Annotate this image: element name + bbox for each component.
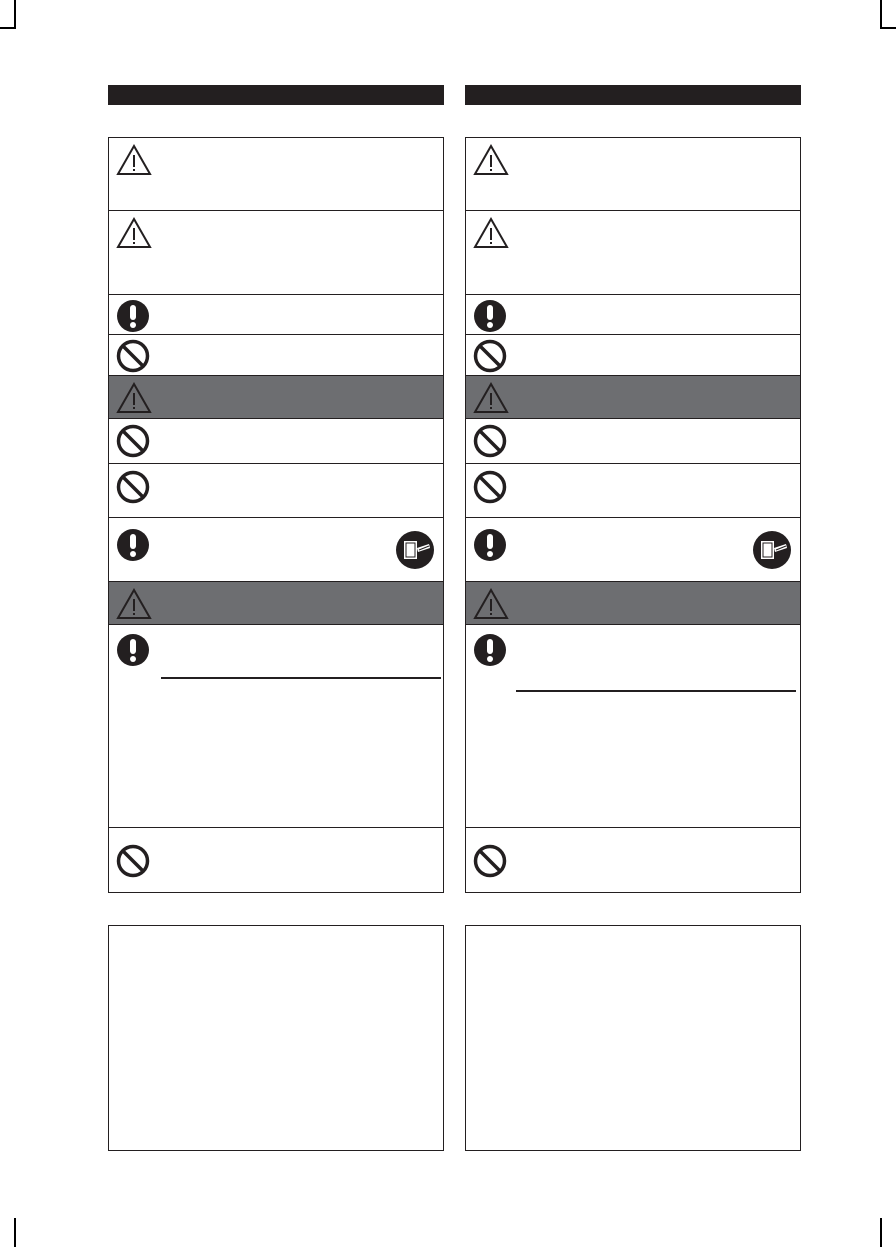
crop-mark bbox=[0, 27, 16, 29]
mandatory-long-row bbox=[109, 625, 443, 828]
crop-mark bbox=[14, 1218, 16, 1247]
warning-triangle-icon bbox=[116, 217, 152, 249]
underline-rule bbox=[161, 677, 441, 679]
warning-band-row bbox=[109, 376, 443, 419]
section-header-bar bbox=[465, 85, 801, 105]
unplug-icon bbox=[752, 530, 792, 575]
prohibited-icon bbox=[116, 470, 150, 504]
warning-band-row bbox=[466, 582, 800, 625]
prohibited-icon bbox=[473, 470, 507, 504]
mandatory-exclamation-icon bbox=[116, 299, 150, 333]
note-box bbox=[465, 925, 801, 1151]
prohibited-icon bbox=[473, 424, 507, 458]
warning-triangle-icon bbox=[473, 217, 509, 249]
mandatory-unplug-row bbox=[109, 518, 443, 582]
warning-triangle-icon bbox=[473, 144, 509, 176]
crop-mark bbox=[880, 27, 896, 29]
warning-triangle-icon bbox=[116, 588, 152, 620]
section-header-bar bbox=[108, 85, 444, 105]
prohibited-icon bbox=[116, 339, 150, 373]
warning-triangle-icon bbox=[473, 382, 509, 414]
warning-band-row bbox=[466, 376, 800, 419]
prohibited-row bbox=[109, 464, 443, 518]
prohibited-row bbox=[466, 335, 800, 376]
mandatory-row bbox=[109, 295, 443, 335]
mandatory-exclamation-icon bbox=[473, 299, 507, 333]
crop-mark bbox=[880, 1218, 882, 1247]
unplug-icon bbox=[395, 530, 435, 575]
mandatory-unplug-row bbox=[466, 518, 800, 582]
prohibited-row bbox=[466, 464, 800, 518]
prohibited-row bbox=[109, 828, 443, 892]
warning-outline-row bbox=[466, 138, 800, 211]
warning-outline-row bbox=[466, 211, 800, 295]
crop-mark bbox=[14, 0, 16, 29]
prohibited-icon bbox=[473, 844, 507, 878]
prohibited-icon bbox=[473, 339, 507, 373]
prohibited-icon bbox=[116, 844, 150, 878]
warning-outline-row bbox=[109, 211, 443, 295]
mandatory-exclamation-icon bbox=[116, 633, 150, 667]
prohibited-row bbox=[109, 419, 443, 464]
safety-panel bbox=[465, 137, 801, 893]
safety-panel bbox=[108, 137, 444, 893]
mandatory-exclamation-icon bbox=[116, 528, 150, 562]
note-box bbox=[108, 925, 444, 1151]
crop-mark bbox=[880, 0, 882, 29]
warning-triangle-icon bbox=[116, 382, 152, 414]
mandatory-long-row bbox=[466, 625, 800, 828]
underline-rule bbox=[516, 690, 796, 692]
warning-band-row bbox=[109, 582, 443, 625]
mandatory-exclamation-icon bbox=[473, 528, 507, 562]
prohibited-icon bbox=[116, 424, 150, 458]
warning-outline-row bbox=[109, 138, 443, 211]
warning-triangle-icon bbox=[473, 588, 509, 620]
prohibited-row bbox=[109, 335, 443, 376]
mandatory-exclamation-icon bbox=[473, 633, 507, 667]
prohibited-row bbox=[466, 828, 800, 892]
prohibited-row bbox=[466, 419, 800, 464]
mandatory-row bbox=[466, 295, 800, 335]
warning-triangle-icon bbox=[116, 144, 152, 176]
